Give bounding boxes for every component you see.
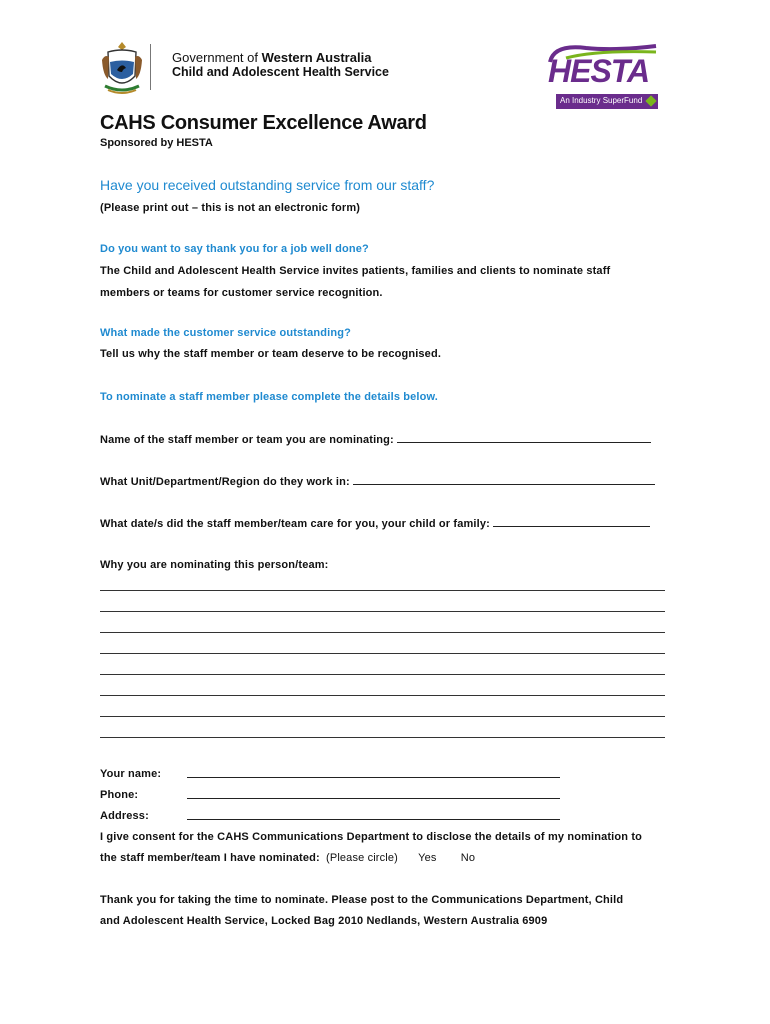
unit-label: What Unit/Department/Region do they work in: <box>100 476 350 488</box>
why-line-6[interactable] <box>100 695 665 696</box>
invite-line1: The Child and Adolescent Health Service invites patients, families and clients to nominate staff <box>100 265 611 277</box>
gov-line2: Child and Adolescent Health Service <box>172 65 389 79</box>
hesta-logo <box>546 42 658 110</box>
phone-input-line[interactable] <box>187 798 560 799</box>
date-label: What date/s did the staff member/team care for you, your child or family: <box>100 518 490 530</box>
why-line-5[interactable] <box>100 674 665 675</box>
name-field[interactable] <box>100 432 668 446</box>
why-line-1[interactable] <box>100 590 665 591</box>
unit-input-line[interactable] <box>353 474 655 485</box>
wa-logo-divider <box>150 44 151 90</box>
circle-note: (Please circle) <box>326 852 398 864</box>
why-line-4[interactable] <box>100 653 665 654</box>
hesta-tagline-box <box>556 94 658 109</box>
print-note: (Please print out – this is not an electronic form) <box>100 202 361 214</box>
hesta-wordmark: HESTA <box>548 53 650 89</box>
hesta-diamond-icon <box>645 95 656 106</box>
why-label: Why you are nominating this person/team: <box>100 559 329 571</box>
thank-heading: Do you want to say thank you for a job well done? <box>100 243 369 255</box>
date-field[interactable] <box>100 516 668 530</box>
sponsor-line: Sponsored by HESTA <box>100 137 213 149</box>
wa-crest-icon <box>100 40 144 96</box>
date-input-line[interactable] <box>493 516 650 527</box>
page-title: CAHS Consumer Excellence Award <box>100 112 427 134</box>
address-input-line[interactable] <box>187 819 560 820</box>
name-label: Name of the staff member or team you are nominating: <box>100 434 394 446</box>
wa-government-logo <box>100 40 390 96</box>
name-input-line[interactable] <box>397 432 651 443</box>
outstanding-heading: What made the customer service outstanding? <box>100 327 351 339</box>
nominate-heading: To nominate a staff member please complete the details below. <box>100 391 439 403</box>
consent-yes-option[interactable]: Yes <box>418 852 437 864</box>
question-heading: Have you received outstanding service from our staff? <box>100 177 435 193</box>
your-name-label: Your name: <box>100 768 162 780</box>
invite-line2: members or teams for customer service recognition. <box>100 287 383 299</box>
consent-line1: I give consent for the CAHS Communications Department to disclose the details of my nomination to <box>100 831 643 843</box>
phone-label: Phone: <box>100 789 139 801</box>
address-label: Address: <box>100 810 149 822</box>
why-line-2[interactable] <box>100 611 665 612</box>
consent-line2 <box>100 852 475 864</box>
consent-line2-text: the staff member/team I have nominated: <box>100 852 320 864</box>
closing-line1: Thank you for taking the time to nominate. Please post to the Communications Department, Child <box>100 894 624 906</box>
why-line-3[interactable] <box>100 632 665 633</box>
gov-line1: Government of Western Australia <box>172 50 372 65</box>
hesta-tagline: An Industry SuperFund <box>560 96 643 105</box>
outstanding-text: Tell us why the staff member or team deserve to be recognised. <box>100 348 442 360</box>
consent-no-option[interactable]: No <box>460 852 476 864</box>
why-line-8[interactable] <box>100 737 665 738</box>
your-name-input-line[interactable] <box>187 777 560 778</box>
closing-line2: and Adolescent Health Service, Locked Bag 2010 Nedlands, Western Australia 6909 <box>100 915 548 927</box>
unit-field[interactable] <box>100 474 668 488</box>
why-line-7[interactable] <box>100 716 665 717</box>
